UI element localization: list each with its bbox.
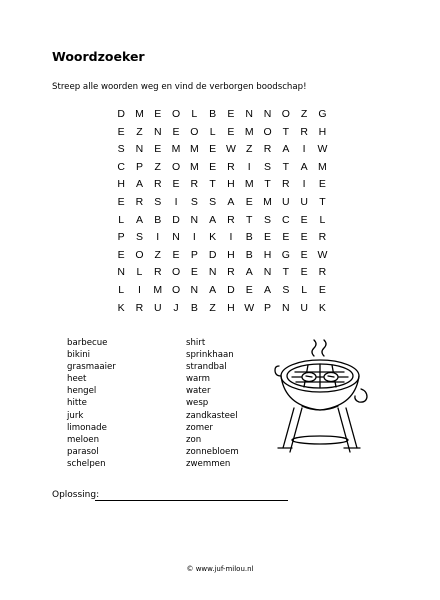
grid-letter[interactable]: T bbox=[209, 178, 216, 191]
grid-letter[interactable]: B bbox=[154, 213, 162, 226]
grid-letter[interactable]: C bbox=[117, 160, 125, 173]
grid-letter[interactable]: R bbox=[227, 266, 235, 279]
grid-letter[interactable]: L bbox=[136, 266, 143, 279]
grid-letter[interactable]: I bbox=[137, 283, 141, 296]
grid-letter[interactable]: E bbox=[172, 125, 180, 138]
grid-letter[interactable]: T bbox=[282, 266, 290, 279]
grid-letter[interactable]: N bbox=[263, 108, 272, 120]
grid-letter[interactable]: R bbox=[153, 266, 162, 279]
grid-letter[interactable]: E bbox=[300, 248, 308, 261]
grid-letter[interactable]: R bbox=[318, 266, 327, 279]
grid-row bbox=[112, 280, 332, 298]
grid-letter[interactable]: M bbox=[263, 195, 272, 208]
grid-letter[interactable]: S bbox=[264, 160, 272, 173]
grid-letter[interactable]: E bbox=[227, 108, 235, 120]
grid-letter[interactable]: A bbox=[209, 283, 217, 296]
solution-label: Oplossing: bbox=[52, 490, 100, 500]
word-list-item: jurk bbox=[67, 410, 84, 421]
grid-letter[interactable]: Z bbox=[154, 160, 161, 173]
word-list-item: schelpen bbox=[67, 458, 106, 469]
grid-letter[interactable]: G bbox=[281, 248, 290, 261]
word-list-item: zomer bbox=[186, 422, 213, 433]
word-list-item: limonade bbox=[67, 422, 107, 433]
word-list-item: strandbal bbox=[186, 362, 227, 373]
grid-letter[interactable]: O bbox=[171, 108, 181, 120]
grid-letter[interactable]: R bbox=[190, 178, 199, 191]
grid-letter[interactable]: E bbox=[264, 231, 272, 244]
grid-letter[interactable]: E bbox=[318, 283, 326, 296]
grid-letter[interactable]: K bbox=[209, 231, 217, 244]
grid-letter[interactable]: O bbox=[171, 266, 181, 279]
word-list-item: hitte bbox=[67, 398, 87, 409]
grid-letter[interactable]: B bbox=[245, 231, 253, 244]
grid-letter[interactable]: M bbox=[153, 283, 163, 296]
grid-letter[interactable]: P bbox=[190, 248, 198, 261]
grid-row bbox=[112, 245, 332, 263]
grid-letter[interactable]: H bbox=[227, 301, 235, 314]
grid-letter[interactable]: P bbox=[135, 160, 143, 173]
grid-letter[interactable]: H bbox=[318, 125, 327, 138]
grid-letter[interactable]: A bbox=[300, 160, 308, 173]
word-list-right bbox=[186, 337, 239, 470]
grid-letter[interactable]: L bbox=[319, 213, 326, 226]
grid-letter[interactable]: B bbox=[245, 248, 253, 261]
grid-letter[interactable]: E bbox=[117, 125, 125, 138]
grid-letter[interactable]: Z bbox=[136, 125, 143, 138]
grid-letter[interactable]: S bbox=[154, 195, 162, 208]
grid-letter[interactable]: Z bbox=[246, 143, 253, 156]
word-list-item: water bbox=[186, 386, 211, 397]
grid-letter[interactable]: A bbox=[264, 283, 272, 296]
word-list-item: grasmaaier bbox=[67, 362, 116, 373]
grid-letter[interactable]: C bbox=[282, 213, 290, 226]
grid-letter[interactable]: I bbox=[174, 195, 178, 208]
grid-letter[interactable]: T bbox=[264, 178, 271, 191]
word-list-item: heet bbox=[67, 374, 87, 385]
page-title: Woordzoeker bbox=[52, 49, 145, 64]
grid-letter[interactable]: G bbox=[318, 108, 327, 120]
grid-letter[interactable]: N bbox=[135, 143, 144, 156]
grid-letter[interactable]: M bbox=[189, 143, 199, 156]
grid-letter[interactable]: M bbox=[171, 143, 181, 156]
grid-letter[interactable]: Z bbox=[300, 108, 308, 120]
grid-letter[interactable]: U bbox=[300, 195, 308, 208]
grid-letter[interactable]: H bbox=[263, 248, 272, 261]
grid-letter[interactable]: U bbox=[282, 195, 290, 208]
grid-letter[interactable]: M bbox=[189, 160, 199, 173]
grid-letter[interactable]: L bbox=[191, 108, 198, 120]
grid-letter[interactable]: O bbox=[135, 248, 144, 261]
grid-letter[interactable]: E bbox=[172, 248, 180, 261]
grid-letter[interactable]: I bbox=[247, 160, 251, 173]
grid-letter[interactable]: J bbox=[173, 301, 179, 314]
grid-letter[interactable]: E bbox=[190, 266, 198, 279]
grid-letter[interactable]: W bbox=[225, 143, 236, 156]
grid-letter[interactable]: R bbox=[227, 160, 235, 173]
grid-letter[interactable]: S bbox=[282, 283, 290, 296]
grid-letter[interactable]: Z bbox=[154, 248, 161, 261]
letter-grid bbox=[112, 104, 332, 315]
grid-row bbox=[112, 298, 332, 316]
grid-row bbox=[112, 122, 332, 140]
grid-letter[interactable]: O bbox=[281, 108, 290, 120]
word-list-item: barbecue bbox=[67, 338, 108, 348]
grid-letter[interactable]: D bbox=[227, 283, 235, 296]
grid-letter[interactable]: E bbox=[282, 231, 290, 244]
grid-letter[interactable]: N bbox=[172, 231, 180, 244]
word-list-item: sprinkhaan bbox=[186, 350, 234, 361]
grid-letter[interactable]: E bbox=[245, 195, 253, 208]
grid-letter[interactable]: I bbox=[302, 178, 306, 191]
grid-letter[interactable]: T bbox=[246, 213, 253, 226]
grid-row bbox=[112, 139, 332, 157]
grid-letter[interactable]: S bbox=[209, 195, 217, 208]
grid-letter[interactable]: W bbox=[317, 248, 328, 261]
grid-row bbox=[112, 104, 332, 122]
grid-letter[interactable]: K bbox=[117, 301, 125, 314]
grid-letter[interactable]: D bbox=[172, 213, 180, 226]
grid-letter[interactable]: W bbox=[244, 301, 255, 314]
grid-letter[interactable]: E bbox=[209, 143, 217, 156]
grid-letter[interactable]: Z bbox=[209, 301, 216, 314]
grid-letter[interactable]: E bbox=[117, 248, 125, 261]
word-list-item: parasol bbox=[67, 446, 99, 457]
grid-row bbox=[112, 157, 332, 175]
grid-letter[interactable]: E bbox=[300, 266, 308, 279]
grid-letter[interactable]: R bbox=[282, 178, 290, 191]
grid-letter[interactable]: O bbox=[171, 283, 181, 296]
grid-letter[interactable]: D bbox=[208, 248, 217, 261]
grid-letter[interactable]: M bbox=[135, 108, 144, 120]
grid-letter[interactable]: A bbox=[135, 178, 143, 191]
grid-letter[interactable]: N bbox=[282, 301, 290, 314]
grid-letter[interactable]: E bbox=[300, 231, 308, 244]
solution-answer-line[interactable] bbox=[95, 500, 288, 501]
instruction-text: Streep alle woorden weg en vind de verborgen boodschap! bbox=[52, 82, 307, 92]
grid-letter[interactable]: N bbox=[153, 125, 162, 138]
grid-row bbox=[112, 210, 332, 228]
grid-letter[interactable]: B bbox=[209, 108, 217, 120]
grid-letter[interactable]: H bbox=[227, 178, 235, 191]
grid-letter[interactable]: T bbox=[282, 125, 290, 138]
grid-letter[interactable]: L bbox=[118, 283, 125, 296]
grid-row bbox=[112, 174, 332, 192]
grid-letter[interactable]: O bbox=[171, 160, 181, 173]
grid-letter[interactable]: R bbox=[227, 213, 235, 226]
grid-letter[interactable]: A bbox=[209, 213, 217, 226]
grid-letter[interactable]: W bbox=[317, 143, 328, 156]
grid-letter[interactable]: E bbox=[318, 178, 326, 191]
barbecue-illustration bbox=[262, 336, 382, 476]
grid-letter[interactable]: N bbox=[190, 283, 199, 296]
grid-row bbox=[112, 227, 332, 245]
word-list-item: hengel bbox=[67, 386, 97, 397]
grid-letter[interactable]: S bbox=[135, 231, 143, 244]
grid-letter[interactable]: N bbox=[263, 266, 272, 279]
grid-letter[interactable]: E bbox=[300, 213, 308, 226]
word-list-item: zwemmen bbox=[186, 458, 231, 469]
word-list-item: bikini bbox=[67, 350, 91, 361]
word-list-item: warm bbox=[186, 374, 211, 385]
grid-letter[interactable]: U bbox=[153, 301, 162, 314]
grid-letter[interactable]: N bbox=[117, 266, 125, 279]
grid-letter[interactable]: M bbox=[318, 160, 327, 173]
grid-letter[interactable]: T bbox=[319, 195, 326, 208]
grid-letter[interactable]: E bbox=[154, 108, 162, 120]
grid-letter[interactable]: M bbox=[244, 178, 254, 191]
grid-letter[interactable]: R bbox=[263, 143, 272, 156]
grid-letter[interactable]: L bbox=[209, 125, 216, 138]
grid-letter[interactable]: N bbox=[245, 108, 254, 120]
grid-letter[interactable]: L bbox=[118, 213, 125, 226]
grid-letter[interactable]: R bbox=[318, 231, 327, 244]
grid-letter[interactable]: R bbox=[135, 195, 144, 208]
grid-row bbox=[112, 262, 332, 280]
grid-letter[interactable]: A bbox=[227, 195, 235, 208]
grid-letter[interactable]: A bbox=[282, 143, 290, 156]
word-list-item: zonnebloem bbox=[186, 446, 239, 457]
word-list-left bbox=[67, 337, 116, 470]
word-list-item: shirt bbox=[186, 338, 206, 348]
grid-letter[interactable]: I bbox=[229, 231, 233, 244]
word-list-item: zon bbox=[186, 434, 202, 445]
grid-letter[interactable]: S bbox=[264, 213, 272, 226]
footer-copyright: © www.juf-milou.nl bbox=[186, 565, 254, 573]
grid-letter[interactable]: A bbox=[135, 213, 143, 226]
grid-letter[interactable]: R bbox=[153, 178, 162, 191]
grid-letter[interactable]: N bbox=[208, 266, 217, 279]
grid-letter[interactable]: I bbox=[302, 143, 306, 156]
grid-letter[interactable]: U bbox=[300, 301, 308, 314]
grid-letter[interactable]: B bbox=[190, 301, 198, 314]
grid-letter[interactable]: E bbox=[209, 160, 217, 173]
grid-letter[interactable]: P bbox=[264, 301, 272, 314]
grid-letter[interactable]: D bbox=[117, 108, 125, 120]
word-list-item: meloen bbox=[67, 434, 100, 445]
grid-letter[interactable]: K bbox=[318, 301, 326, 314]
grid-letter[interactable]: T bbox=[282, 160, 290, 173]
grid-letter[interactable]: E bbox=[172, 178, 180, 191]
grid-letter[interactable]: E bbox=[227, 125, 235, 138]
grid-letter[interactable]: O bbox=[190, 125, 199, 138]
grid-row bbox=[112, 192, 332, 210]
grid-letter[interactable]: S bbox=[190, 195, 198, 208]
grid-letter[interactable]: O bbox=[263, 125, 272, 138]
grid-letter[interactable]: S bbox=[117, 143, 125, 156]
grid-letter[interactable]: H bbox=[117, 178, 125, 191]
grid-letter[interactable]: A bbox=[245, 266, 253, 279]
word-list-item: wesp bbox=[186, 398, 209, 409]
grid-letter[interactable]: P bbox=[117, 231, 125, 244]
grid-letter[interactable]: H bbox=[227, 248, 235, 261]
grid-letter[interactable]: R bbox=[300, 125, 308, 138]
grid-letter[interactable]: M bbox=[244, 125, 254, 138]
grid-letter[interactable]: E bbox=[154, 143, 162, 156]
grid-letter[interactable]: R bbox=[135, 301, 144, 314]
grid-letter[interactable]: N bbox=[190, 213, 199, 226]
grid-letter[interactable]: L bbox=[301, 283, 308, 296]
grid-letter[interactable]: E bbox=[245, 283, 253, 296]
word-list-item: zandkasteel bbox=[186, 410, 238, 421]
grid-letter[interactable]: I bbox=[192, 231, 196, 244]
grid-letter[interactable]: E bbox=[117, 195, 125, 208]
grid-letter[interactable]: I bbox=[156, 231, 160, 244]
